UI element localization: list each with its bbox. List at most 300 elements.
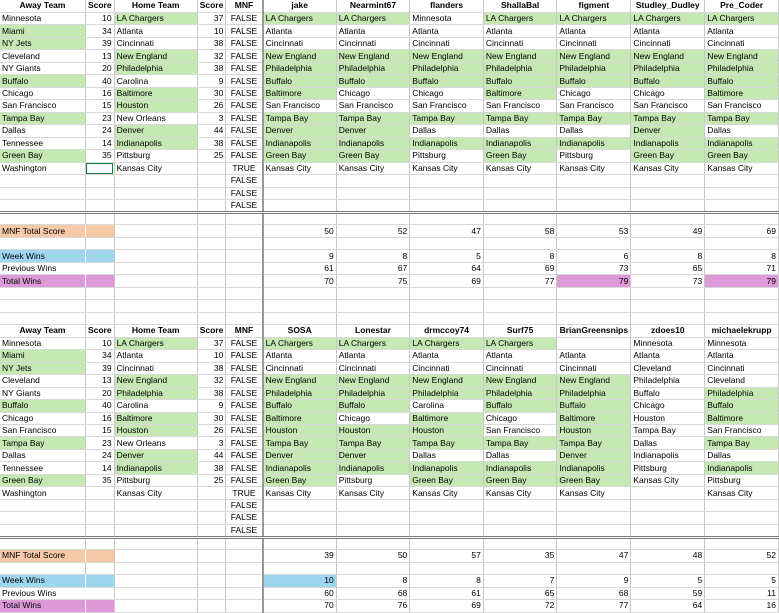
pick-cell[interactable]: New England	[631, 50, 705, 62]
previous-wins-cell[interactable]: 59	[631, 587, 705, 599]
column-header[interactable]: Studley_Dudley	[631, 0, 705, 12]
pick-cell[interactable]: Indianapolis	[631, 449, 705, 461]
mnf-cell[interactable]: TRUE	[226, 487, 263, 499]
total-wins-cell[interactable]: 72	[483, 600, 557, 612]
home-score-cell[interactable]: 32	[197, 50, 226, 62]
pick-cell[interactable]: Tampa Bay	[483, 112, 557, 124]
pick-cell[interactable]: Cleveland	[631, 362, 705, 374]
week-wins-cell[interactable]: 8	[336, 250, 410, 262]
empty-cell[interactable]	[114, 312, 197, 324]
pick-cell[interactable]: Dallas	[483, 449, 557, 461]
pick-cell[interactable]: Chicago	[557, 87, 631, 99]
away-team-cell[interactable]: Dallas	[0, 125, 85, 137]
pick-cell[interactable]: Indianapolis	[483, 137, 557, 149]
pick-cell[interactable]: Buffalo	[263, 400, 337, 412]
pick-cell[interactable]	[483, 512, 557, 524]
total-wins-cell[interactable]: 70	[263, 275, 337, 287]
pick-cell[interactable]: Green Bay	[336, 150, 410, 162]
column-header[interactable]: michaelekrupp	[705, 325, 779, 337]
pick-cell[interactable]: Philadelphia	[336, 62, 410, 74]
away-score-cell[interactable]: 40	[85, 75, 114, 87]
pick-cell[interactable]: New England	[263, 375, 337, 387]
pick-cell[interactable]	[263, 200, 337, 213]
empty-cell[interactable]	[705, 237, 779, 249]
empty-cell[interactable]	[336, 300, 410, 312]
mnf-score-cell[interactable]: 35	[483, 550, 557, 562]
mnf-score-cell[interactable]: 69	[705, 225, 779, 237]
empty-cell[interactable]	[410, 312, 484, 324]
pick-cell[interactable]: Buffalo	[263, 75, 337, 87]
empty-cell[interactable]	[226, 213, 263, 225]
home-score-cell[interactable]	[197, 175, 226, 187]
mnf-cell[interactable]: FALSE	[226, 87, 263, 99]
pick-cell[interactable]	[557, 187, 631, 199]
away-team-cell[interactable]: NY Jets	[0, 37, 85, 49]
mnf-cell[interactable]: FALSE	[226, 499, 263, 511]
empty-cell[interactable]	[263, 237, 337, 249]
away-team-cell[interactable]	[0, 512, 85, 524]
total-wins-cell[interactable]: 77	[483, 275, 557, 287]
mnf-cell[interactable]: FALSE	[226, 375, 263, 387]
empty-cell[interactable]	[483, 300, 557, 312]
column-header[interactable]: SOSA	[263, 325, 337, 337]
away-score-cell[interactable]	[85, 187, 114, 199]
pick-cell[interactable]: Indianapolis	[483, 462, 557, 474]
pick-cell[interactable]: Philadelphia	[631, 62, 705, 74]
away-score-cell[interactable]: 15	[85, 424, 114, 436]
empty-cell[interactable]	[197, 550, 226, 562]
away-score-cell[interactable]: 40	[85, 400, 114, 412]
away-team-cell[interactable]: San Francisco	[0, 424, 85, 436]
home-score-cell[interactable]: 25	[197, 474, 226, 486]
home-score-cell[interactable]	[197, 524, 226, 537]
column-header[interactable]: flanders	[410, 0, 484, 12]
away-score-cell[interactable]: 15	[85, 100, 114, 112]
pick-cell[interactable]: Atlanta	[483, 350, 557, 362]
pick-cell[interactable]: Atlanta	[631, 350, 705, 362]
pick-cell[interactable]	[631, 499, 705, 511]
home-team-cell[interactable]: Indianapolis	[114, 462, 197, 474]
pick-cell[interactable]: San Francisco	[631, 100, 705, 112]
empty-cell[interactable]	[705, 287, 779, 299]
pick-cell[interactable]: Kansas City	[705, 487, 779, 499]
empty-cell[interactable]	[226, 537, 263, 549]
pick-cell[interactable]: Atlanta	[263, 350, 337, 362]
home-score-cell[interactable]: 32	[197, 375, 226, 387]
empty-cell[interactable]	[0, 213, 85, 225]
pick-cell[interactable]: San Francisco	[557, 100, 631, 112]
away-team-cell[interactable]	[0, 175, 85, 187]
empty-cell[interactable]	[226, 587, 263, 599]
pick-cell[interactable]: Green Bay	[705, 150, 779, 162]
pick-cell[interactable]: Baltimore	[557, 412, 631, 424]
away-team-cell[interactable]	[0, 200, 85, 213]
pick-cell[interactable]	[410, 175, 484, 187]
pick-cell[interactable]: Philadelphia	[483, 387, 557, 399]
home-team-cell[interactable]: LA Chargers	[114, 337, 197, 349]
previous-wins-cell[interactable]: 68	[557, 587, 631, 599]
empty-cell[interactable]	[114, 275, 197, 287]
away-score-cell[interactable]: 10	[85, 12, 114, 24]
empty-cell[interactable]	[226, 562, 263, 574]
week-wins-label[interactable]: Week Wins	[0, 250, 85, 262]
pick-cell[interactable]: Cleveland	[705, 375, 779, 387]
pick-cell[interactable]: Chicago	[483, 412, 557, 424]
empty-cell[interactable]	[85, 300, 114, 312]
empty-cell[interactable]	[197, 600, 226, 612]
pick-cell[interactable]	[557, 337, 631, 349]
mnf-cell[interactable]: FALSE	[226, 512, 263, 524]
pick-cell[interactable]: New England	[483, 375, 557, 387]
away-team-cell[interactable]: Tampa Bay	[0, 112, 85, 124]
pick-cell[interactable]	[263, 187, 337, 199]
column-header[interactable]: Score	[197, 325, 226, 337]
pick-cell[interactable]: Green Bay	[263, 150, 337, 162]
pick-cell[interactable]	[631, 187, 705, 199]
pick-cell[interactable]: Houston	[557, 424, 631, 436]
home-team-cell[interactable]: Pittsburg	[114, 150, 197, 162]
pick-cell[interactable]: Tampa Bay	[557, 112, 631, 124]
home-team-cell[interactable]: Pittsburg	[114, 474, 197, 486]
pick-cell[interactable]: Kansas City	[263, 487, 337, 499]
away-score-cell[interactable]: 13	[85, 375, 114, 387]
week-wins-cell[interactable]: 8	[483, 250, 557, 262]
empty-cell[interactable]	[85, 312, 114, 324]
pick-cell[interactable]: Indianapolis	[631, 137, 705, 149]
away-score-cell[interactable]: 14	[85, 462, 114, 474]
pick-cell[interactable]	[631, 200, 705, 213]
empty-cell[interactable]	[336, 237, 410, 249]
mnf-cell[interactable]: FALSE	[226, 50, 263, 62]
week-wins-cell[interactable]: 9	[263, 250, 337, 262]
total-wins-cell[interactable]: 73	[631, 275, 705, 287]
away-score-cell[interactable]: 35	[85, 150, 114, 162]
mnf-cell[interactable]: FALSE	[226, 75, 263, 87]
pick-cell[interactable]	[263, 499, 337, 511]
previous-wins-cell[interactable]: 64	[410, 262, 484, 274]
empty-cell[interactable]	[226, 287, 263, 299]
pick-cell[interactable]: Indianapolis	[557, 137, 631, 149]
home-score-cell[interactable]: 37	[197, 337, 226, 349]
empty-cell[interactable]	[705, 312, 779, 324]
empty-cell[interactable]	[631, 537, 705, 549]
away-score-cell[interactable]: 34	[85, 25, 114, 37]
empty-cell[interactable]	[197, 287, 226, 299]
empty-cell[interactable]	[410, 287, 484, 299]
pick-cell[interactable]	[410, 499, 484, 511]
total-wins-cell[interactable]: 79	[557, 275, 631, 287]
away-team-cell[interactable]: Buffalo	[0, 400, 85, 412]
mnf-cell[interactable]: FALSE	[226, 337, 263, 349]
pick-cell[interactable]: LA Chargers	[336, 12, 410, 24]
home-team-cell[interactable]: Cincinnati	[114, 362, 197, 374]
mnf-cell[interactable]: FALSE	[226, 449, 263, 461]
pick-cell[interactable]: New England	[705, 50, 779, 62]
empty-cell[interactable]	[631, 213, 705, 225]
home-score-cell[interactable]: 30	[197, 87, 226, 99]
pick-cell[interactable]	[557, 512, 631, 524]
home-team-cell[interactable]: Atlanta	[114, 350, 197, 362]
home-team-cell[interactable]	[114, 175, 197, 187]
pick-cell[interactable]	[336, 187, 410, 199]
mnf-cell[interactable]: FALSE	[226, 350, 263, 362]
mnf-cell[interactable]: FALSE	[226, 150, 263, 162]
home-team-cell[interactable]: New England	[114, 50, 197, 62]
pick-cell[interactable]: Buffalo	[336, 75, 410, 87]
mnf-cell[interactable]: FALSE	[226, 387, 263, 399]
pick-cell[interactable]: Chicago	[410, 87, 484, 99]
pick-cell[interactable]: Indianapolis	[705, 137, 779, 149]
home-team-cell[interactable]: Indianapolis	[114, 137, 197, 149]
pick-cell[interactable]: Indianapolis	[336, 462, 410, 474]
empty-cell[interactable]	[483, 237, 557, 249]
away-team-cell[interactable]	[0, 524, 85, 537]
empty-cell[interactable]	[336, 562, 410, 574]
pick-cell[interactable]: Dallas	[483, 125, 557, 137]
empty-cell[interactable]	[114, 562, 197, 574]
empty-cell[interactable]	[114, 262, 197, 274]
pick-cell[interactable]: Pittsburg	[557, 150, 631, 162]
pick-cell[interactable]: Tampa Bay	[410, 437, 484, 449]
away-score-cell[interactable]: 24	[85, 449, 114, 461]
pick-cell[interactable]: Tampa Bay	[263, 112, 337, 124]
pick-cell[interactable]: Kansas City	[705, 162, 779, 174]
previous-wins-cell[interactable]: 68	[336, 587, 410, 599]
pick-cell[interactable]: Kansas City	[410, 487, 484, 499]
home-team-cell[interactable]: Denver	[114, 125, 197, 137]
pick-cell[interactable]: LA Chargers	[410, 337, 484, 349]
pick-cell[interactable]	[336, 512, 410, 524]
pick-cell[interactable]: Atlanta	[410, 25, 484, 37]
home-score-cell[interactable]: 9	[197, 75, 226, 87]
mnf-cell[interactable]: FALSE	[226, 187, 263, 199]
empty-cell[interactable]	[85, 237, 114, 249]
empty-cell[interactable]	[197, 537, 226, 549]
pick-cell[interactable]	[483, 524, 557, 537]
home-score-cell[interactable]: 38	[197, 37, 226, 49]
empty-cell[interactable]	[557, 287, 631, 299]
pick-cell[interactable]: Atlanta	[705, 25, 779, 37]
home-team-cell[interactable]	[114, 499, 197, 511]
away-score-cell[interactable]	[85, 524, 114, 537]
previous-wins-label[interactable]: Previous Wins	[0, 262, 85, 274]
away-score-cell[interactable]: 14	[85, 137, 114, 149]
away-team-cell[interactable]: Minnesota	[0, 337, 85, 349]
home-team-cell[interactable]: Philadelphia	[114, 62, 197, 74]
pick-cell[interactable]: San Francisco	[483, 100, 557, 112]
home-score-cell[interactable]: 9	[197, 400, 226, 412]
pick-cell[interactable]: New England	[263, 50, 337, 62]
column-header[interactable]: Home Team	[114, 0, 197, 12]
column-header[interactable]: BrianGreensnips	[557, 325, 631, 337]
mnf-cell[interactable]: FALSE	[226, 25, 263, 37]
pick-cell[interactable]: Minnesota	[705, 337, 779, 349]
pick-cell[interactable]: Baltimore	[263, 412, 337, 424]
empty-cell[interactable]	[85, 213, 114, 225]
empty-cell[interactable]	[226, 262, 263, 274]
away-score-cell[interactable]: 20	[85, 62, 114, 74]
total-wins-cell[interactable]: 76	[336, 600, 410, 612]
pick-cell[interactable]	[483, 200, 557, 213]
empty-cell[interactable]	[85, 575, 114, 587]
column-header[interactable]: Score	[197, 0, 226, 12]
pick-cell[interactable]: Kansas City	[336, 487, 410, 499]
pick-cell[interactable]: Buffalo	[705, 400, 779, 412]
pick-cell[interactable]: Kansas City	[263, 162, 337, 174]
pick-cell[interactable]: Denver	[263, 125, 337, 137]
total-wins-label[interactable]: Total Wins	[0, 275, 85, 287]
pick-cell[interactable]: Dallas	[705, 449, 779, 461]
mnf-cell[interactable]: FALSE	[226, 175, 263, 187]
away-score-cell[interactable]: 20	[85, 387, 114, 399]
away-team-cell[interactable]: Cleveland	[0, 375, 85, 387]
empty-cell[interactable]	[197, 237, 226, 249]
pick-cell[interactable]: Pittsburg	[631, 462, 705, 474]
empty-cell[interactable]	[483, 213, 557, 225]
mnf-cell[interactable]: FALSE	[226, 412, 263, 424]
mnf-cell[interactable]: FALSE	[226, 100, 263, 112]
pick-cell[interactable]: Kansas City	[631, 162, 705, 174]
away-team-cell[interactable]: Tennessee	[0, 462, 85, 474]
pick-cell[interactable]: Green Bay	[631, 150, 705, 162]
pick-cell[interactable]: San Francisco	[705, 424, 779, 436]
column-header[interactable]: zdoes10	[631, 325, 705, 337]
pick-cell[interactable]: LA Chargers	[336, 337, 410, 349]
empty-cell[interactable]	[226, 300, 263, 312]
column-header[interactable]: Nearmint67	[336, 0, 410, 12]
empty-cell[interactable]	[705, 562, 779, 574]
pick-cell[interactable]	[705, 187, 779, 199]
pick-cell[interactable]: Cincinnati	[483, 37, 557, 49]
total-wins-cell[interactable]: 75	[336, 275, 410, 287]
mnf-score-cell[interactable]: 47	[410, 225, 484, 237]
pick-cell[interactable]: Atlanta	[483, 25, 557, 37]
previous-wins-cell[interactable]: 11	[705, 587, 779, 599]
pick-cell[interactable]: Tampa Bay	[336, 437, 410, 449]
pick-cell[interactable]: Buffalo	[557, 75, 631, 87]
pick-cell[interactable]: Cincinnati	[263, 37, 337, 49]
pick-cell[interactable]: Indianapolis	[263, 137, 337, 149]
empty-cell[interactable]	[85, 225, 114, 237]
pick-cell[interactable]: Indianapolis	[410, 462, 484, 474]
home-team-cell[interactable]	[114, 512, 197, 524]
pick-cell[interactable]: San Francisco	[705, 100, 779, 112]
pick-cell[interactable]: San Francisco	[410, 100, 484, 112]
pick-cell[interactable]: Minnesota	[631, 337, 705, 349]
empty-cell[interactable]	[410, 537, 484, 549]
pick-cell[interactable]	[336, 524, 410, 537]
empty-cell[interactable]	[0, 300, 85, 312]
empty-cell[interactable]	[226, 575, 263, 587]
empty-cell[interactable]	[631, 300, 705, 312]
empty-cell[interactable]	[85, 275, 114, 287]
home-score-cell[interactable]: 44	[197, 449, 226, 461]
previous-wins-cell[interactable]: 71	[705, 262, 779, 274]
pick-cell[interactable]: San Francisco	[336, 100, 410, 112]
pick-cell[interactable]: New England	[410, 50, 484, 62]
pick-cell[interactable]	[557, 200, 631, 213]
away-score-cell[interactable]: 23	[85, 437, 114, 449]
away-team-cell[interactable]: Buffalo	[0, 75, 85, 87]
away-team-cell[interactable]: Miami	[0, 350, 85, 362]
away-team-cell[interactable]: Tennessee	[0, 137, 85, 149]
empty-cell[interactable]	[85, 550, 114, 562]
total-wins-cell[interactable]: 79	[705, 275, 779, 287]
empty-cell[interactable]	[85, 537, 114, 549]
week-wins-cell[interactable]: 9	[557, 575, 631, 587]
empty-cell[interactable]	[197, 225, 226, 237]
empty-cell[interactable]	[114, 550, 197, 562]
pick-cell[interactable]: Minnesota	[410, 12, 484, 24]
empty-cell[interactable]	[336, 537, 410, 549]
column-header[interactable]: ShallaBal	[483, 0, 557, 12]
away-team-cell[interactable]: Washington	[0, 162, 85, 174]
pick-cell[interactable]: Dallas	[557, 125, 631, 137]
pick-cell[interactable]: Kansas City	[410, 162, 484, 174]
pick-cell[interactable]	[631, 524, 705, 537]
away-team-cell[interactable]: NY Jets	[0, 362, 85, 374]
mnf-cell[interactable]: FALSE	[226, 37, 263, 49]
empty-cell[interactable]	[0, 237, 85, 249]
pick-cell[interactable]: Indianapolis	[336, 137, 410, 149]
pick-cell[interactable]: Cincinnati	[705, 362, 779, 374]
pick-cell[interactable]: New England	[336, 50, 410, 62]
pick-cell[interactable]: New England	[483, 50, 557, 62]
pick-cell[interactable]	[557, 175, 631, 187]
pick-cell[interactable]	[557, 499, 631, 511]
mnf-score-cell[interactable]: 52	[705, 550, 779, 562]
pick-cell[interactable]	[631, 512, 705, 524]
week-wins-cell[interactable]: 8	[705, 250, 779, 262]
empty-cell[interactable]	[631, 287, 705, 299]
pick-cell[interactable]: Kansas City	[557, 487, 631, 499]
empty-cell[interactable]	[631, 237, 705, 249]
pick-cell[interactable]	[336, 175, 410, 187]
pick-cell[interactable]: San Francisco	[263, 100, 337, 112]
empty-cell[interactable]	[197, 562, 226, 574]
pick-cell[interactable]	[410, 512, 484, 524]
empty-cell[interactable]	[197, 262, 226, 274]
away-score-cell[interactable]: 10	[85, 337, 114, 349]
pick-cell[interactable]: Baltimore	[483, 87, 557, 99]
pick-cell[interactable]: LA Chargers	[557, 12, 631, 24]
mnf-cell[interactable]: FALSE	[226, 112, 263, 124]
total-wins-label[interactable]: Total Wins	[0, 600, 85, 612]
column-header[interactable]: Pre_Coder	[705, 0, 779, 12]
pick-cell[interactable]	[705, 512, 779, 524]
empty-cell[interactable]	[483, 562, 557, 574]
empty-cell[interactable]	[631, 312, 705, 324]
empty-cell[interactable]	[226, 600, 263, 612]
empty-cell[interactable]	[557, 213, 631, 225]
away-score-cell[interactable]	[85, 175, 114, 187]
home-score-cell[interactable]: 38	[197, 362, 226, 374]
home-team-cell[interactable]	[114, 524, 197, 537]
empty-cell[interactable]	[263, 312, 337, 324]
pick-cell[interactable]: Pittsburg	[336, 474, 410, 486]
pick-cell[interactable]: Carolina	[410, 400, 484, 412]
previous-wins-cell[interactable]: 61	[263, 262, 337, 274]
empty-cell[interactable]	[85, 287, 114, 299]
column-header[interactable]: drmccoy74	[410, 325, 484, 337]
empty-cell[interactable]	[114, 575, 197, 587]
pick-cell[interactable]: Tampa Bay	[557, 437, 631, 449]
home-score-cell[interactable]: 26	[197, 100, 226, 112]
pick-cell[interactable]: Buffalo	[336, 400, 410, 412]
pick-cell[interactable]: Philadelphia	[631, 375, 705, 387]
pick-cell[interactable]: Chicago	[336, 87, 410, 99]
empty-cell[interactable]	[114, 537, 197, 549]
